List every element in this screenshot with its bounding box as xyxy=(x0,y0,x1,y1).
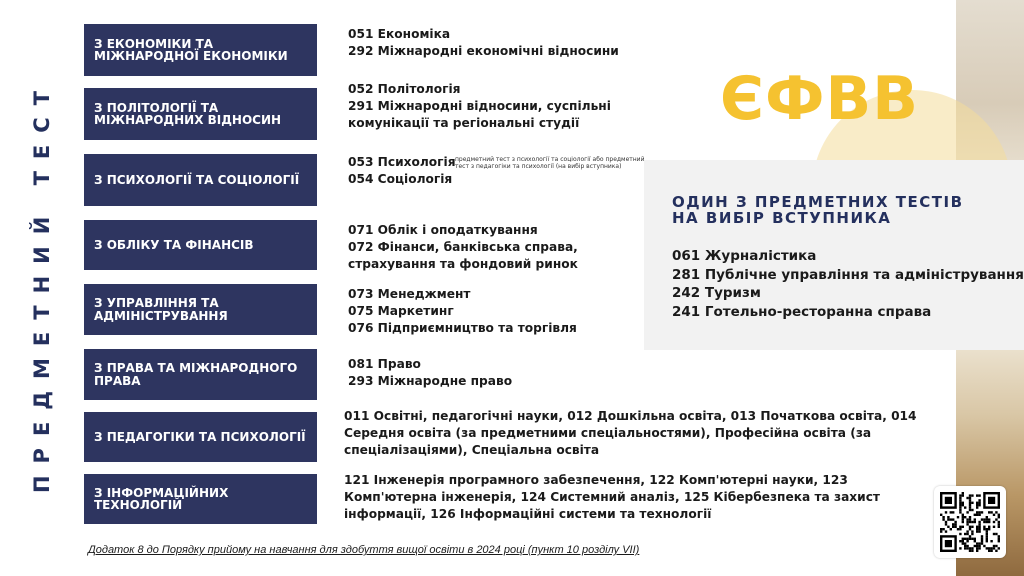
vertical-title: ПРЕДМЕТНИЙ ТЕСТ xyxy=(30,78,54,494)
specialties-economics: 051 Економіка 292 Міжнародні економічні відносини xyxy=(348,27,619,58)
panel-title: ОДИН З ПРЕДМЕТНИХ ТЕСТІВ НА ВИБІР ВСТУПНИКА xyxy=(672,193,964,227)
qr-code-icon[interactable] xyxy=(934,486,1006,558)
category-pedagogy: З ПЕДАГОГІКИ ТА ПСИХОЛОГІЇ xyxy=(84,412,317,462)
specialties-political-science: 052 Політологія 291 Міжнародні відносини, суспільні комунікації та регіональні студії xyxy=(348,82,611,130)
footer-source-link[interactable]: Додаток 8 до Порядку прийому на навчання для здобуття вищої освіти в 2024 році (пункт 10 розділу VII) xyxy=(88,544,640,556)
category-accounting-finance: З ОБЛІКУ ТА ФІНАНСІВ xyxy=(84,220,317,270)
category-it: З ІНФОРМАЦІЙНИХ ТЕХНОЛОГІЙ xyxy=(84,474,317,524)
specialties-pedagogy: 011 Освітні, педагогічні науки, 012 Дошкільна освіта, 013 Початкова освіта, 014 Середня освіта (за предметними спеціальностями), Професійна освіта (за спеціалізаціями), Спеціальна освіта xyxy=(344,409,917,457)
efvv-logo-text: ЄФВВ xyxy=(720,64,919,134)
category-management: З УПРАВЛІННЯ ТА АДМІНІСТРУВАННЯ xyxy=(84,284,317,335)
panel-item-public-administration: 281 Публічне управління та адміністрування xyxy=(672,266,1024,283)
specialties-it: 121 Інженерія програмного забезпечення, 122 Комп'ютерні науки, 123 Комп'ютерна інженерія, 124 Системний аналіз, 125 Кібербезпека та захист інформації, 126 Інформаційні системи та технології xyxy=(344,473,881,521)
category-political-science: З ПОЛІТОЛОГІЇ ТА МІЖНАРОДНИХ ВІДНОСИН xyxy=(84,88,317,140)
category-economics: З ЕКОНОМІКИ ТА МІЖНАРОДНОЇ ЕКОНОМІКИ xyxy=(84,24,317,76)
category-law: З ПРАВА ТА МІЖНАРОДНОГО ПРАВА xyxy=(84,349,317,400)
panel-list xyxy=(672,247,1024,321)
specialties-accounting-finance: 071 Облік і оподаткування 072 Фінанси, банківська справа, страхування та фондовий ринок xyxy=(348,223,578,271)
specialties-management: 073 Менеджмент 075 Маркетинг 076 Підприємництво та торгівля xyxy=(348,287,577,335)
specialties-law: 081 Право 293 Міжнародне право xyxy=(348,357,513,388)
panel-item-journalism: 061 Журналістика xyxy=(672,248,817,264)
category-psychology-sociology: З ПСИХОЛОГІЇ ТА СОЦІОЛОГІЇ xyxy=(84,154,317,206)
psychology-note: предметний тест з психології та соціології або предметний тест з педагогіки та психології (на вибір вступника) xyxy=(455,156,645,170)
specialties-psychology-sociology: 053 Психологія 054 Соціологія xyxy=(348,155,456,186)
panel-item-tourism: 242 Туризм xyxy=(672,285,761,301)
panel-item-hospitality: 241 Готельно-ресторанна справа xyxy=(672,303,932,320)
